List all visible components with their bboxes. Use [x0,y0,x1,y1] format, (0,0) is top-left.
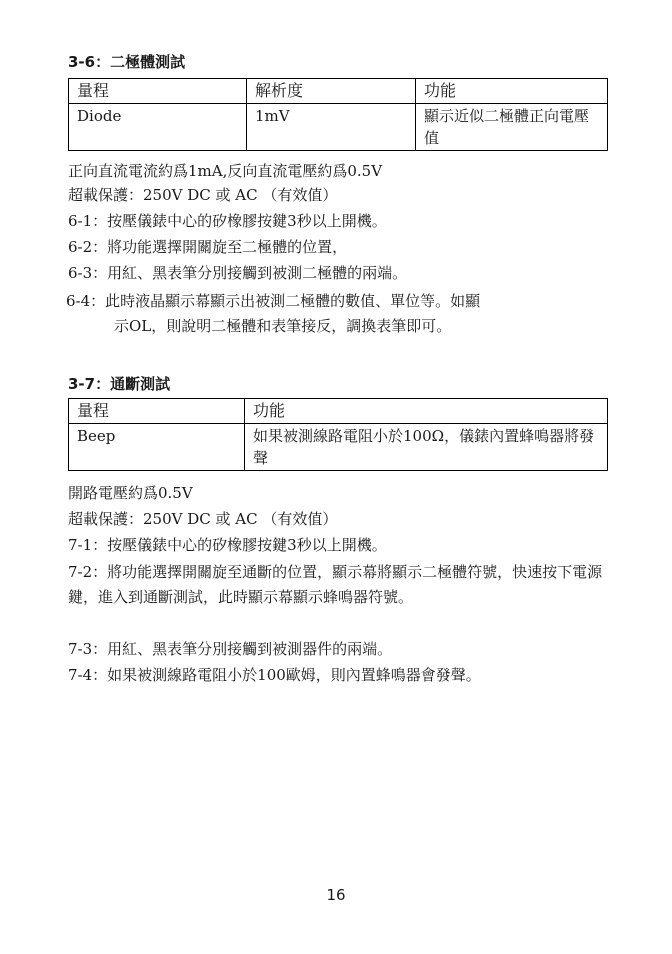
cell-resolution: 1mV [247,104,416,151]
table-header-row [69,79,608,104]
cell-range: Beep [69,424,245,471]
diode-overload-note: 超載保護：250V DC 或 AC （有效值） [68,186,338,204]
header-resolution: 解析度 [247,79,416,104]
table-row [69,424,608,471]
continuity-step-1: 7-1：按壓儀錶中心的矽橡膠按鍵3秒以上開機。 [68,536,387,554]
diode-step-4-line-2: 示OL，則說明二極體和表筆接反，調換表筆即可。 [114,317,452,335]
diode-step-4-line-1: 6-4：此時液晶顯示幕顯示出被測二極體的數值、單位等。如顯 [66,292,481,310]
continuity-step-4: 7-4：如果被測線路電阻小於100歐姆，則內置蜂鳴器會發聲。 [68,666,481,684]
continuity-spec-table [68,398,608,471]
diode-step-2: 6-2：將功能選擇開關旋至二極體的位置， [68,238,348,256]
continuity-step-2: 7-2：將功能選擇開關旋至通斷的位置，顯示幕將顯示二極體符號，快速按下電源鍵，進入到通斷測試，此時顯示幕顯示蜂鳴器符號。 [68,563,603,606]
cell-function: 如果被測線路電阻小於100Ω，儀錶內置蜂鳴器將發聲 [245,424,608,471]
diode-spec-table [68,78,608,151]
continuity-voltage-note: 開路電壓約爲0.5V [68,484,193,502]
header-range: 量程 [69,399,245,424]
section-title-diode: 3-6：二極體測試 [68,53,186,71]
continuity-overload-note: 超載保護：250V DC 或 AC （有效值） [68,510,338,528]
cell-function: 顯示近似二極體正向電壓值 [416,104,608,151]
table-header-row [69,399,608,424]
table-row [69,104,608,151]
cell-range: Diode [69,104,247,151]
section-title-continuity: 3-7：通斷測試 [68,375,171,393]
header-function: 功能 [416,79,608,104]
diode-step-4 [66,290,626,338]
header-function: 功能 [245,399,608,424]
page-number: 16 [326,886,346,904]
diode-step-1: 6-1：按壓儀錶中心的矽橡膠按鍵3秒以上開機。 [68,212,387,230]
diode-current-note: 正向直流電流約爲1mA,反向直流電壓約爲0.5V [68,162,383,180]
diode-step-3: 6-3：用紅、黑表筆分別接觸到被測二極體的兩端。 [68,264,408,282]
continuity-step-3: 7-3：用紅、黑表筆分別接觸到被測器件的兩端。 [68,640,393,658]
header-range: 量程 [69,79,247,104]
